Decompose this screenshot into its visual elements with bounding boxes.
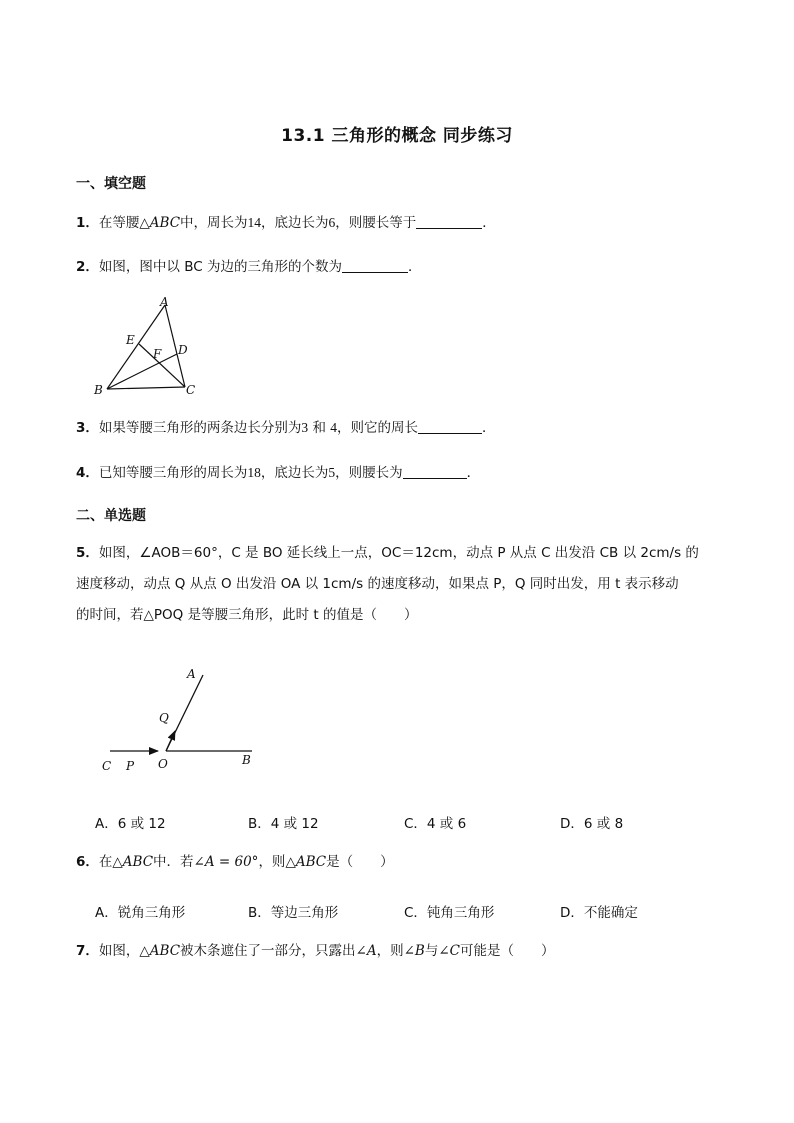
question-text: 和 bbox=[308, 420, 331, 436]
question-7 bbox=[76, 945, 555, 959]
math-expression: ∠A bbox=[355, 943, 377, 959]
question-text: 中，周长为 bbox=[180, 215, 248, 231]
question-number: 6． bbox=[76, 854, 99, 870]
label-q: Q bbox=[159, 711, 169, 725]
question-text: ，则它的周长 bbox=[337, 420, 418, 436]
math-expression: △ABC bbox=[285, 854, 327, 870]
option-d[interactable]: D．不能确定 bbox=[560, 905, 638, 921]
question-text: ，则腰长为 bbox=[335, 465, 403, 481]
option-a[interactable]: A．锐角三角形 bbox=[95, 905, 186, 921]
segment-bd bbox=[107, 354, 177, 389]
question-line: 的时间，若△POQ 是等腰三角形，此时 t 的值是（ ） bbox=[76, 607, 418, 623]
number-value: 5 bbox=[328, 465, 336, 480]
answer-blank[interactable] bbox=[403, 465, 467, 479]
question-text: 可能是（ ） bbox=[460, 943, 555, 959]
number-value: 3 bbox=[301, 420, 309, 435]
math-expression: ∠C bbox=[438, 943, 460, 959]
question-number: 4． bbox=[76, 465, 99, 481]
question-line: 速度移动，动点 Q 从点 O 出发沿 OA 以 1cm/s 的速度移动，如果点 P，Q 同时出发，用 t 表示移动 bbox=[76, 576, 679, 592]
label-b: B bbox=[242, 753, 251, 767]
question-text: 与 bbox=[424, 943, 439, 959]
question-text: ． bbox=[466, 465, 481, 481]
question-text: 被木条遮住了一部分，只露出 bbox=[180, 943, 356, 959]
math-expression: △ABC bbox=[112, 854, 154, 870]
question-line bbox=[76, 538, 726, 569]
section-heading-fill-in: 一、填空题 bbox=[76, 176, 146, 192]
question-number: 5． bbox=[76, 545, 99, 561]
math-expression: ∠B bbox=[403, 943, 425, 959]
question-3 bbox=[76, 420, 496, 436]
question-text: ，则 bbox=[258, 854, 286, 870]
answer-blank[interactable] bbox=[416, 215, 482, 229]
triangle-figure bbox=[88, 293, 208, 401]
question-text: 是（ ） bbox=[326, 854, 394, 870]
angle-figure bbox=[92, 660, 272, 778]
math-expression: △ABC bbox=[139, 215, 181, 231]
question-1 bbox=[76, 215, 496, 231]
number-value: 14 bbox=[247, 215, 262, 230]
question-2 bbox=[76, 259, 421, 275]
question-text: 如图，图中以 BC 为边的三角形的个数为 bbox=[98, 259, 342, 275]
option-a[interactable]: A．6 或 12 bbox=[95, 816, 166, 832]
label-a: A bbox=[160, 295, 169, 309]
side-bc bbox=[107, 387, 185, 389]
arrow-q bbox=[166, 731, 175, 751]
question-text: 如图， bbox=[98, 943, 140, 959]
question-number: 3． bbox=[76, 420, 99, 436]
label-d: D bbox=[178, 343, 188, 357]
label-c: C bbox=[186, 383, 196, 397]
question-number: 7． bbox=[76, 943, 99, 959]
question-text: 中．若 bbox=[153, 854, 194, 870]
option-d[interactable]: D．6 或 8 bbox=[560, 816, 624, 832]
label-b: B bbox=[94, 383, 103, 397]
page-title: 13.1 三角形的概念 同步练习 bbox=[281, 126, 513, 146]
answer-blank[interactable] bbox=[342, 259, 408, 273]
label-p: P bbox=[126, 759, 135, 773]
answer-blank[interactable] bbox=[418, 420, 482, 434]
question-text: ． bbox=[482, 215, 496, 231]
option-b[interactable]: B．等边三角形 bbox=[248, 905, 339, 921]
question-number: 1． bbox=[76, 215, 99, 231]
question-text: 在 bbox=[98, 854, 113, 870]
section-heading-single-choice: 二、单选题 bbox=[76, 508, 146, 524]
question-text: 如果等腰三角形的两条边长分别为 bbox=[98, 420, 302, 436]
number-value: 18 bbox=[247, 465, 261, 480]
option-b[interactable]: B．4 或 12 bbox=[248, 816, 319, 832]
question-text: ，则 bbox=[376, 943, 404, 959]
option-c[interactable]: C．钝角三角形 bbox=[404, 905, 495, 921]
question-text: 已知等腰三角形的周长为 bbox=[98, 465, 248, 481]
math-expression: △ABC bbox=[139, 943, 181, 959]
question-4 bbox=[76, 465, 480, 481]
question-number: 2． bbox=[76, 259, 99, 275]
label-e: E bbox=[126, 333, 135, 347]
question-5 bbox=[76, 538, 726, 631]
label-a: A bbox=[187, 667, 196, 681]
question-text: ． bbox=[482, 420, 496, 436]
question-text: ，底边长为 bbox=[261, 215, 329, 231]
question-text: ，底边长为 bbox=[260, 465, 329, 481]
number-value: 4 bbox=[330, 420, 337, 435]
math-expression: ∠A = 60° bbox=[193, 854, 259, 870]
question-text: ，则腰长等于 bbox=[335, 215, 417, 231]
label-f: F bbox=[153, 347, 162, 361]
question-6 bbox=[76, 856, 394, 870]
label-o: O bbox=[158, 757, 168, 771]
option-c[interactable]: C．4 或 6 bbox=[404, 816, 467, 832]
question-text: ． bbox=[407, 259, 422, 275]
number-value: 6 bbox=[328, 215, 336, 230]
question-text: 如图，∠AOB＝60°，C 是 BO 延长线上一点，OC＝12cm，动点 P 从点 C 出发沿 CB 以 2cm/s 的 bbox=[98, 545, 699, 561]
label-c: C bbox=[102, 759, 112, 773]
question-text: 在等腰 bbox=[98, 215, 140, 231]
